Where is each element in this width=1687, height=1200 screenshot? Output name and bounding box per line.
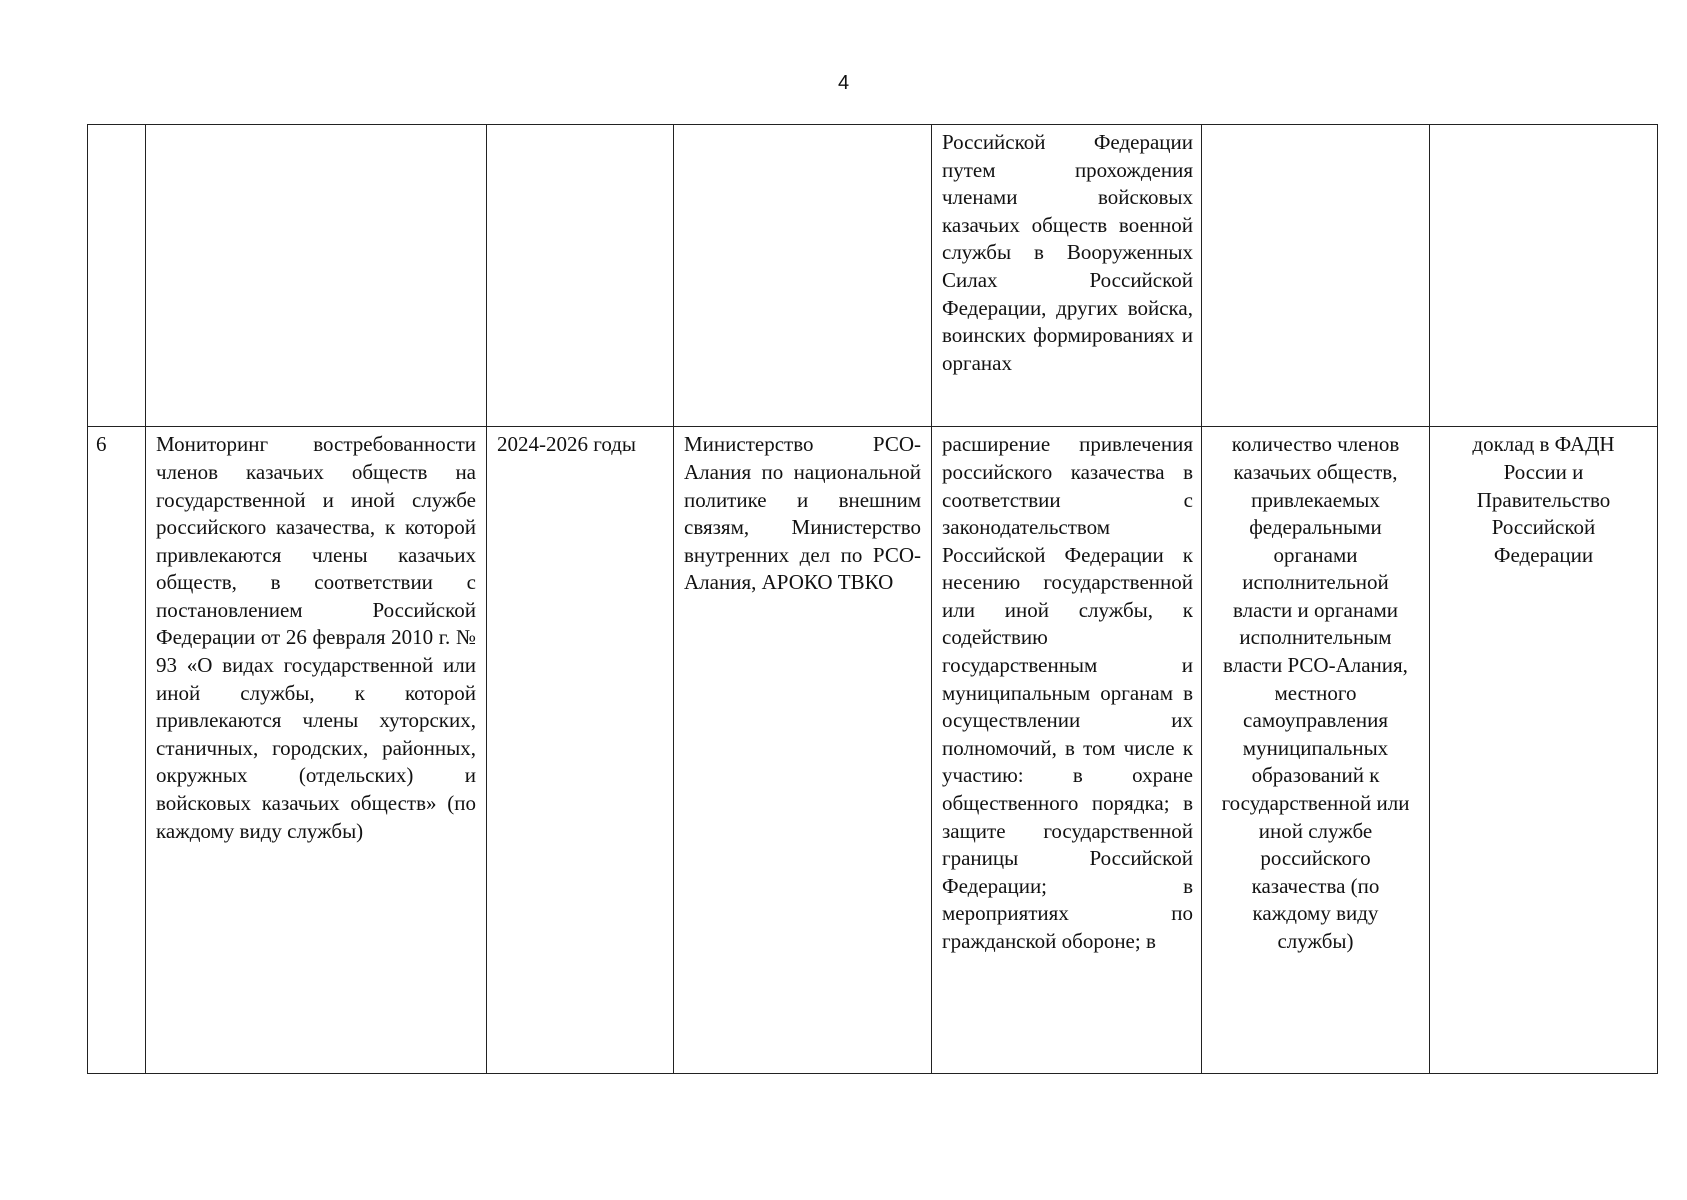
cell-expected-result <box>932 427 1202 1074</box>
expected-result-text: расширение привлечения российского казачества в соответствии с законодательством Российской Федерации к несению государственной или иной службы, к содействию государственным и муниципальным органам в осуществлении их полномочий, в том числе к участию: в охране общественного порядка; в защите государственной границы Российской Федерации; в мероприятиях по гражданской обороне; в <box>942 432 1193 953</box>
indicator-text: количество членов казачьих обществ, привлекаемых федеральными органами исполнительной власти и органами исполнительным власти РСО-Алания, местного самоуправления муниципальных образований к государственной или иной службе российского казачества (по каждому виду службы) <box>1221 432 1410 953</box>
reporting-text: доклад в ФАДН России и Правительство Российской Федерации <box>1472 432 1615 567</box>
cell-indicator <box>1202 427 1430 1074</box>
cell-row-number <box>88 427 146 1074</box>
period-text: 2024-2026 годы <box>497 432 637 457</box>
cell-number-empty <box>88 125 146 427</box>
table-row-continued <box>88 125 1658 427</box>
cell-indicator-empty <box>1202 125 1430 427</box>
cell-reporting <box>1430 427 1658 1074</box>
cell-period-empty <box>487 125 674 427</box>
executors-text: Министерство РСО-Алания по национальной политике и внешним связям, Министерство внутренних дел по РСО-Алания, АРОКО ТВКО <box>684 432 921 595</box>
cell-reporting-empty <box>1430 125 1658 427</box>
cell-activity <box>146 427 487 1074</box>
cell-period <box>487 427 674 1074</box>
cell-executors <box>674 427 932 1074</box>
page-number: 4 <box>837 72 850 94</box>
cell-expected-result-continued <box>932 125 1202 427</box>
table-row <box>88 427 1658 1074</box>
expected-result-continued-text: Российской Федерации путем прохождения членами войсковых казачьих обществ военной службы в Вооруженных Силах Российской Федерации, других войска, воинских формированиях и органах <box>942 130 1193 375</box>
cell-activity-empty <box>146 125 487 427</box>
cell-executors-empty <box>674 125 932 427</box>
activity-text: Мониторинг востребованности членов казачьих обществ на государственной и иной службе российского казачества, к которой привлекаются члены казачьих обществ, в соответствии с постановлением Российской Федерации от 26 февраля 2010 г. № 93 «О видах государственной или иной службы, к которой привлекаются члены хуторских, станичных, городских, районных, окружных (отдельских) и войсковых казачьих обществ» (по каждому виду службы) <box>156 432 476 843</box>
row-number: 6 <box>96 432 107 457</box>
plan-table <box>87 124 1658 1074</box>
